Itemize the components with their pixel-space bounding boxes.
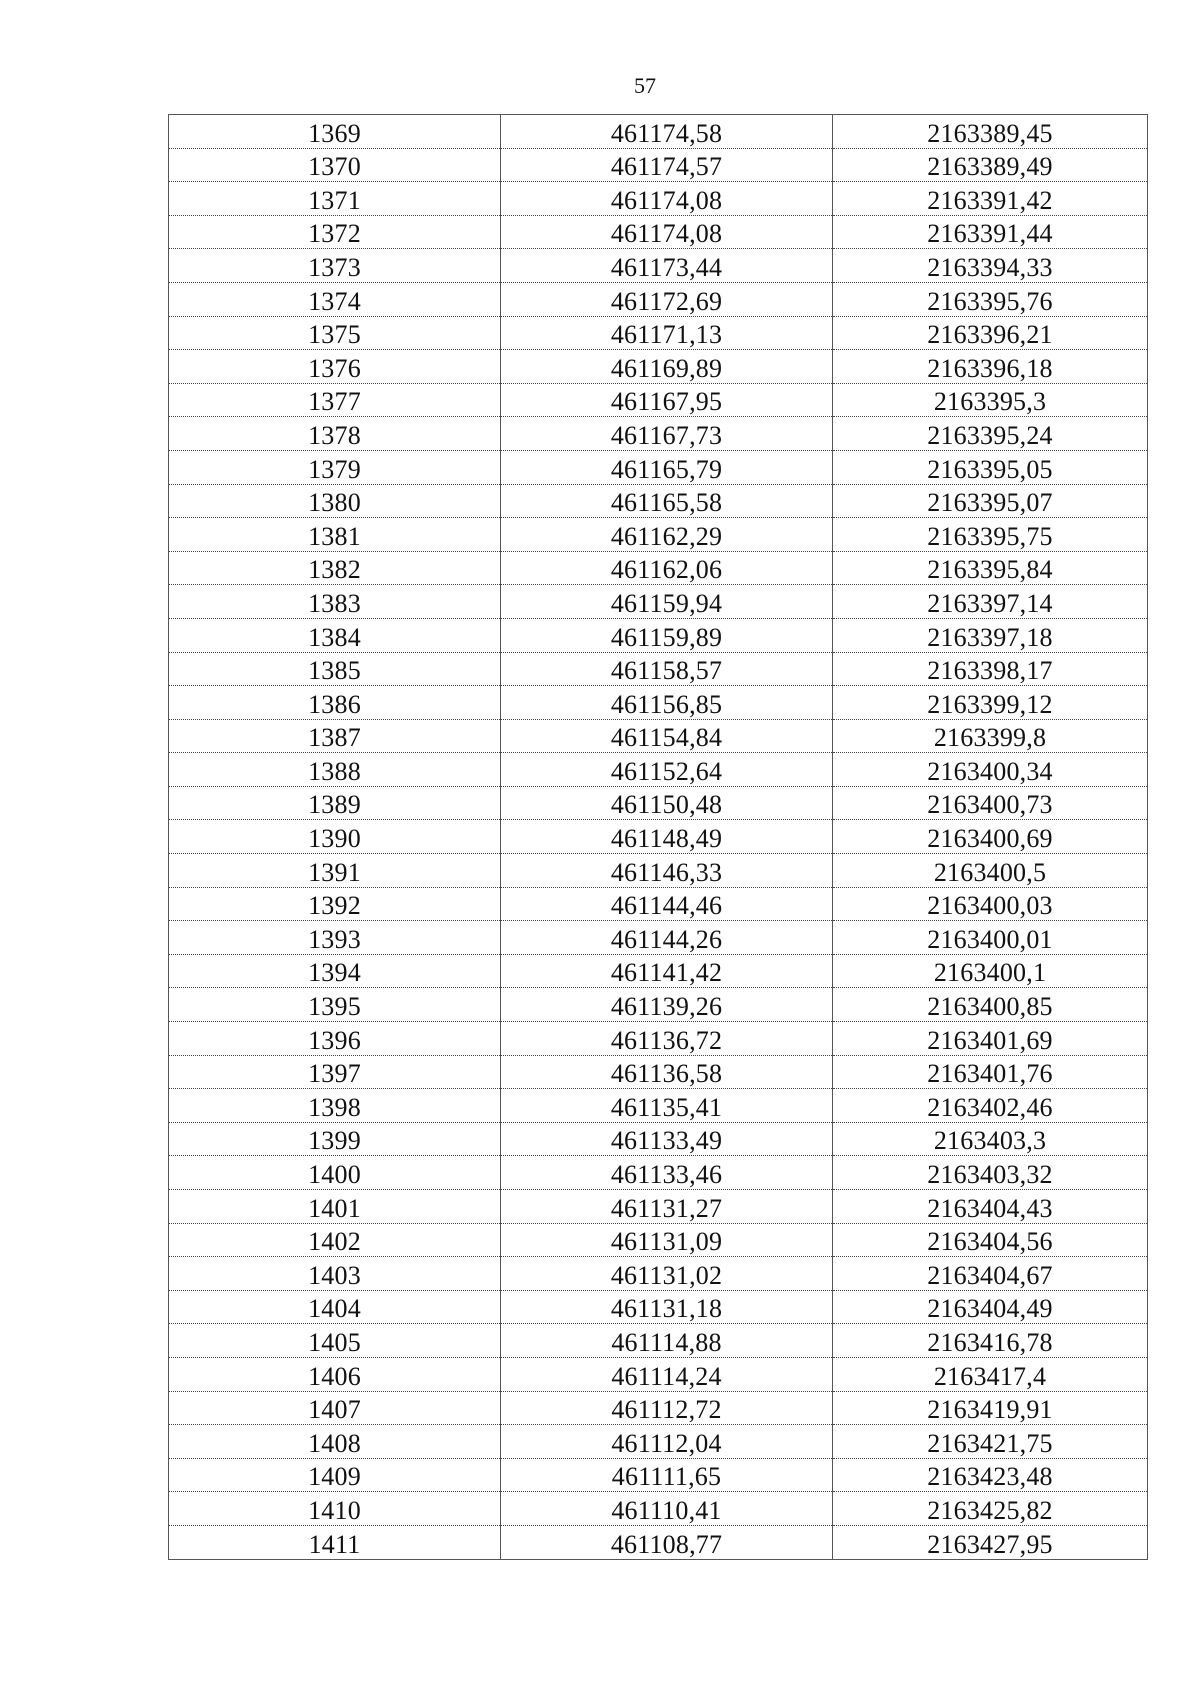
x-coordinate-cell: 461133,49 [501,1122,833,1156]
y-coordinate-cell: 2163399,12 [833,686,1148,720]
point-number-cell: 1388 [169,753,501,787]
table-row [169,551,1148,585]
y-coordinate-cell: 2163404,43 [833,1190,1148,1224]
point-number-cell: 1395 [169,988,501,1022]
point-number-cell: 1405 [169,1324,501,1358]
point-number-cell: 1370 [169,148,501,182]
y-coordinate-cell: 2163403,32 [833,1156,1148,1190]
x-coordinate-cell: 461152,64 [501,753,833,787]
x-coordinate-cell: 461144,26 [501,921,833,955]
point-number-cell: 1397 [169,1055,501,1089]
x-coordinate-cell: 461174,08 [501,215,833,249]
y-coordinate-cell: 2163404,49 [833,1290,1148,1324]
y-coordinate-cell: 2163400,34 [833,753,1148,787]
x-coordinate-cell: 461112,04 [501,1425,833,1459]
table-row [169,1458,1148,1492]
point-number-cell: 1375 [169,316,501,350]
point-number-cell: 1390 [169,820,501,854]
x-coordinate-cell: 461136,72 [501,1022,833,1056]
table-row [169,282,1148,316]
y-coordinate-cell: 2163400,5 [833,854,1148,888]
table-row [169,585,1148,619]
x-coordinate-cell: 461114,24 [501,1357,833,1391]
y-coordinate-cell: 2163403,3 [833,1122,1148,1156]
table-row [169,820,1148,854]
point-number-cell: 1404 [169,1290,501,1324]
point-number-cell: 1396 [169,1022,501,1056]
x-coordinate-cell: 461146,33 [501,854,833,888]
point-number-cell: 1409 [169,1458,501,1492]
table-row [169,383,1148,417]
x-coordinate-cell: 461135,41 [501,1089,833,1123]
point-number-cell: 1381 [169,518,501,552]
table-row [169,988,1148,1022]
table-row [169,215,1148,249]
table-row [169,115,1148,149]
point-number-cell: 1374 [169,282,501,316]
table-row [169,518,1148,552]
y-coordinate-cell: 2163404,56 [833,1223,1148,1257]
point-number-cell: 1387 [169,719,501,753]
point-number-cell: 1394 [169,954,501,988]
x-coordinate-cell: 461167,73 [501,417,833,451]
table-row [169,182,1148,216]
y-coordinate-cell: 2163391,42 [833,182,1148,216]
x-coordinate-cell: 461131,02 [501,1257,833,1291]
coordinates-table [168,114,1148,1560]
page-number: 57 [634,73,656,98]
x-coordinate-cell: 461156,85 [501,686,833,720]
x-coordinate-cell: 461141,42 [501,954,833,988]
table-row [169,854,1148,888]
y-coordinate-cell: 2163391,44 [833,215,1148,249]
x-coordinate-cell: 461111,65 [501,1458,833,1492]
point-number-cell: 1403 [169,1257,501,1291]
point-number-cell: 1378 [169,417,501,451]
point-number-cell: 1400 [169,1156,501,1190]
point-number-cell: 1392 [169,887,501,921]
y-coordinate-cell: 2163395,75 [833,518,1148,552]
coordinates-table-body [169,115,1148,1560]
table-row [169,316,1148,350]
point-number-cell: 1382 [169,551,501,585]
x-coordinate-cell: 461165,79 [501,450,833,484]
y-coordinate-cell: 2163399,8 [833,719,1148,753]
y-coordinate-cell: 2163395,07 [833,484,1148,518]
point-number-cell: 1389 [169,786,501,820]
point-number-cell: 1369 [169,115,501,149]
y-coordinate-cell: 2163397,18 [833,618,1148,652]
table-row [169,350,1148,384]
y-coordinate-cell: 2163427,95 [833,1525,1148,1559]
point-number-cell: 1406 [169,1357,501,1391]
y-coordinate-cell: 2163423,48 [833,1458,1148,1492]
y-coordinate-cell: 2163395,84 [833,551,1148,585]
x-coordinate-cell: 461162,06 [501,551,833,585]
y-coordinate-cell: 2163417,4 [833,1357,1148,1391]
x-coordinate-cell: 461174,57 [501,148,833,182]
x-coordinate-cell: 461131,09 [501,1223,833,1257]
table-row [169,887,1148,921]
table-row [169,417,1148,451]
y-coordinate-cell: 2163395,76 [833,282,1148,316]
table-row [169,249,1148,283]
table-row [169,1357,1148,1391]
y-coordinate-cell: 2163401,69 [833,1022,1148,1056]
x-coordinate-cell: 461110,41 [501,1492,833,1526]
point-number-cell: 1393 [169,921,501,955]
table-row [169,753,1148,787]
point-number-cell: 1401 [169,1190,501,1224]
point-number-cell: 1371 [169,182,501,216]
y-coordinate-cell: 2163400,85 [833,988,1148,1022]
table-row [169,618,1148,652]
point-number-cell: 1411 [169,1525,501,1559]
y-coordinate-cell: 2163401,76 [833,1055,1148,1089]
x-coordinate-cell: 461169,89 [501,350,833,384]
y-coordinate-cell: 2163396,21 [833,316,1148,350]
y-coordinate-cell: 2163416,78 [833,1324,1148,1358]
table-row [169,450,1148,484]
x-coordinate-cell: 461144,46 [501,887,833,921]
x-coordinate-cell: 461133,46 [501,1156,833,1190]
table-row [169,719,1148,753]
x-coordinate-cell: 461112,72 [501,1391,833,1425]
point-number-cell: 1376 [169,350,501,384]
y-coordinate-cell: 2163400,69 [833,820,1148,854]
x-coordinate-cell: 461159,94 [501,585,833,619]
point-number-cell: 1385 [169,652,501,686]
x-coordinate-cell: 461173,44 [501,249,833,283]
y-coordinate-cell: 2163395,3 [833,383,1148,417]
y-coordinate-cell: 2163400,73 [833,786,1148,820]
y-coordinate-cell: 2163419,91 [833,1391,1148,1425]
table-row [169,1492,1148,1526]
table-row [169,148,1148,182]
x-coordinate-cell: 461174,58 [501,115,833,149]
x-coordinate-cell: 461158,57 [501,652,833,686]
table-row [169,954,1148,988]
point-number-cell: 1384 [169,618,501,652]
table-row [169,1156,1148,1190]
x-coordinate-cell: 461165,58 [501,484,833,518]
point-number-cell: 1383 [169,585,501,619]
y-coordinate-cell: 2163400,03 [833,887,1148,921]
y-coordinate-cell: 2163389,45 [833,115,1148,149]
table-row [169,1324,1148,1358]
table-row [169,1089,1148,1123]
table-row [169,1525,1148,1559]
table-row [169,921,1148,955]
point-number-cell: 1386 [169,686,501,720]
table-row [169,1290,1148,1324]
point-number-cell: 1377 [169,383,501,417]
y-coordinate-cell: 2163395,24 [833,417,1148,451]
y-coordinate-cell: 2163398,17 [833,652,1148,686]
x-coordinate-cell: 461154,84 [501,719,833,753]
point-number-cell: 1372 [169,215,501,249]
table-row [169,1425,1148,1459]
point-number-cell: 1398 [169,1089,501,1123]
x-coordinate-cell: 461114,88 [501,1324,833,1358]
table-row [169,1391,1148,1425]
point-number-cell: 1399 [169,1122,501,1156]
y-coordinate-cell: 2163389,49 [833,148,1148,182]
point-number-cell: 1407 [169,1391,501,1425]
y-coordinate-cell: 2163395,05 [833,450,1148,484]
y-coordinate-cell: 2163425,82 [833,1492,1148,1526]
table-row [169,786,1148,820]
x-coordinate-cell: 461150,48 [501,786,833,820]
table-row [169,1122,1148,1156]
point-number-cell: 1410 [169,1492,501,1526]
table-row [169,1223,1148,1257]
y-coordinate-cell: 2163421,75 [833,1425,1148,1459]
table-row [169,1257,1148,1291]
x-coordinate-cell: 461136,58 [501,1055,833,1089]
x-coordinate-cell: 461167,95 [501,383,833,417]
x-coordinate-cell: 461148,49 [501,820,833,854]
x-coordinate-cell: 461108,77 [501,1525,833,1559]
x-coordinate-cell: 461171,13 [501,316,833,350]
y-coordinate-cell: 2163397,14 [833,585,1148,619]
x-coordinate-cell: 461162,29 [501,518,833,552]
y-coordinate-cell: 2163400,1 [833,954,1148,988]
y-coordinate-cell: 2163394,33 [833,249,1148,283]
point-number-cell: 1391 [169,854,501,888]
x-coordinate-cell: 461139,26 [501,988,833,1022]
point-number-cell: 1373 [169,249,501,283]
table-row [169,484,1148,518]
table-row [169,686,1148,720]
table-row [169,1055,1148,1089]
x-coordinate-cell: 461174,08 [501,182,833,216]
table-row [169,1190,1148,1224]
point-number-cell: 1402 [169,1223,501,1257]
y-coordinate-cell: 2163396,18 [833,350,1148,384]
x-coordinate-cell: 461159,89 [501,618,833,652]
y-coordinate-cell: 2163402,46 [833,1089,1148,1123]
y-coordinate-cell: 2163400,01 [833,921,1148,955]
table-row [169,1022,1148,1056]
x-coordinate-cell: 461131,18 [501,1290,833,1324]
y-coordinate-cell: 2163404,67 [833,1257,1148,1291]
point-number-cell: 1379 [169,450,501,484]
x-coordinate-cell: 461172,69 [501,282,833,316]
x-coordinate-cell: 461131,27 [501,1190,833,1224]
point-number-cell: 1408 [169,1425,501,1459]
table-row [169,652,1148,686]
point-number-cell: 1380 [169,484,501,518]
